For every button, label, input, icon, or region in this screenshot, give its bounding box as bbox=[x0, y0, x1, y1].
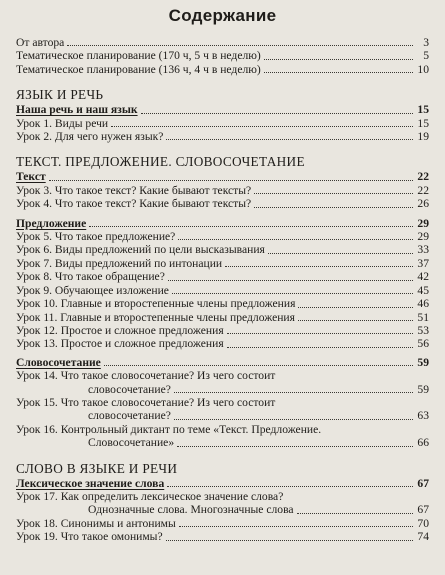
dot-leader bbox=[227, 347, 413, 348]
dot-leader bbox=[168, 280, 413, 281]
toc-lesson: Урок 3. Что такое текст? Какие бывают тексты? 22 bbox=[16, 183, 429, 197]
toc-lesson: Урок 11. Главные и второстепенные члены предложения 51 bbox=[16, 310, 429, 324]
dot-leader bbox=[179, 526, 413, 527]
toc-lesson: Урок 2. Для чего нужен язык? 19 bbox=[16, 130, 429, 144]
dot-leader bbox=[67, 45, 413, 46]
section-title: ТЕКСТ. ПРЕДЛОЖЕНИЕ. СЛОВОСОЧЕТАНИЕ bbox=[16, 154, 305, 170]
toc-lesson-line1: Урок 15. Что такое словосочетание? Из чего состоит bbox=[16, 395, 276, 409]
toc-lesson: Урок 10. Главные и второстепенные члены предложения 46 bbox=[16, 297, 429, 311]
toc-lesson: Урок 6. Виды предложений по цели высказывания 33 bbox=[16, 243, 429, 257]
dot-leader bbox=[111, 126, 413, 127]
page-title: Содержание bbox=[168, 6, 277, 25]
toc-entry-author: От автора 3 bbox=[16, 36, 429, 49]
dot-leader bbox=[172, 293, 413, 294]
section-title: СЛОВО В ЯЗЫКЕ И РЕЧИ bbox=[16, 460, 178, 476]
toc-lesson-line2: Словосочетание» 66 bbox=[88, 436, 429, 450]
toc-lesson-line2: словосочетание? 59 bbox=[88, 382, 429, 396]
toc-lesson: Урок 12. Простое и сложное предложения 53 bbox=[16, 323, 429, 337]
dot-leader bbox=[254, 207, 413, 208]
toc-lesson-line2: Однозначные слова. Многозначные слова 67 bbox=[88, 503, 429, 517]
dot-leader bbox=[104, 365, 413, 366]
dot-leader bbox=[89, 226, 413, 227]
dot-leader bbox=[177, 446, 413, 447]
dot-leader bbox=[264, 72, 413, 73]
toc-lesson-line1: Урок 17. Как определить лексическое значение слова? bbox=[16, 489, 284, 503]
dot-leader bbox=[227, 333, 413, 334]
toc-lesson: Урок 18. Синонимы и антонимы 70 bbox=[16, 516, 429, 530]
dot-leader bbox=[178, 239, 413, 240]
dot-leader bbox=[174, 392, 413, 393]
toc-lesson: Урок 7. Виды предложений по интонации 37 bbox=[16, 256, 429, 270]
toc-subsection: Лексическое значение слова 67 bbox=[16, 476, 429, 490]
dot-leader bbox=[167, 486, 413, 487]
toc-lesson: Урок 13. Простое и сложное предложения 56 bbox=[16, 337, 429, 351]
section-title: ЯЗЫК И РЕЧЬ bbox=[16, 87, 104, 103]
toc-subsection: Словосочетание 59 bbox=[16, 355, 429, 369]
toc-subsection: Наша речь и наш язык 15 bbox=[16, 103, 429, 117]
toc-lesson: Урок 5. Что такое предложение? 29 bbox=[16, 230, 429, 244]
dot-leader bbox=[297, 513, 413, 514]
toc-lesson: Урок 1. Виды речи 15 bbox=[16, 116, 429, 130]
dot-leader bbox=[225, 266, 413, 267]
toc-lesson-line1: Урок 16. Контрольный диктант по теме «Текст. Предложение. bbox=[16, 422, 322, 436]
toc-lesson: Урок 19. Что такое омонимы? 74 bbox=[16, 530, 429, 544]
toc-lesson-line1: Урок 14. Что такое словосочетание? Из чего состоит bbox=[16, 369, 276, 383]
dot-leader bbox=[141, 113, 413, 114]
dot-leader bbox=[298, 307, 413, 308]
toc-entry-plan-170: Тематическое планирование (170 ч, 5 ч в неделю) 5 bbox=[16, 49, 429, 63]
dot-leader bbox=[298, 320, 413, 321]
toc-lesson: Урок 8. Что такое обращение? 42 bbox=[16, 270, 429, 284]
dot-leader bbox=[166, 540, 413, 541]
toc-lesson: Урок 4. Что такое текст? Какие бывают тексты? 26 bbox=[16, 197, 429, 211]
toc-entry-plan-136: Тематическое планирование (136 ч, 4 ч в неделю) 10 bbox=[16, 62, 429, 76]
dot-leader bbox=[49, 180, 413, 181]
toc-lesson: Урок 9. Обучающее изложение 45 bbox=[16, 283, 429, 297]
dot-leader bbox=[174, 419, 413, 420]
toc-subsection: Текст 22 bbox=[16, 170, 429, 184]
dot-leader bbox=[166, 139, 413, 140]
dot-leader bbox=[254, 193, 413, 194]
toc-subsection: Предложение 29 bbox=[16, 216, 429, 230]
dot-leader bbox=[264, 59, 413, 60]
toc-lesson-line2: словосочетание? 63 bbox=[88, 409, 429, 423]
dot-leader bbox=[268, 253, 413, 254]
